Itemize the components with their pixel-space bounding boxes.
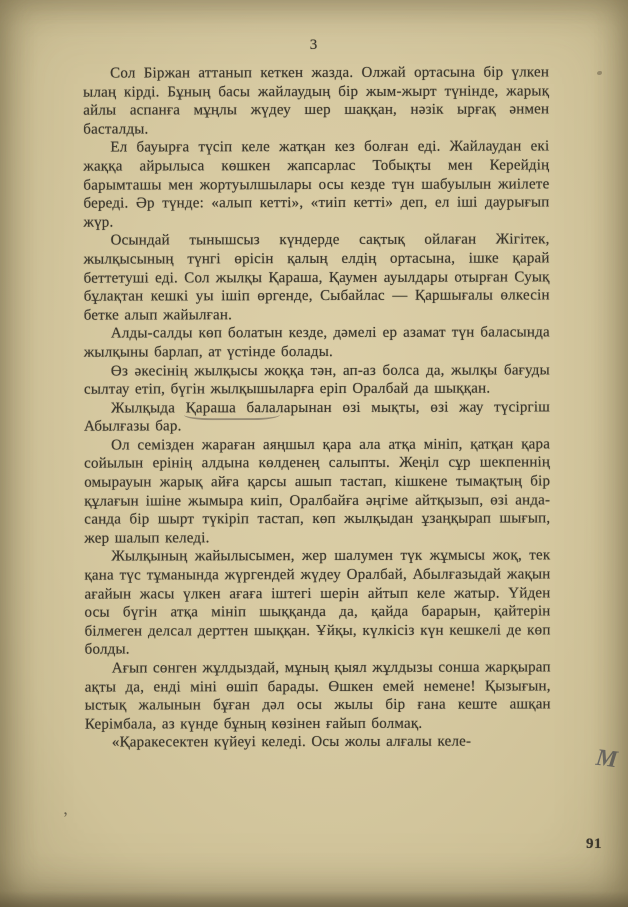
stray-pencil-mark: ,: [61, 798, 69, 819]
paragraph-with-annotation: [84, 398, 550, 436]
paragraph: Алды-салды көп болатын кезде, дәмелі ер азамат түн баласында жылқыны барлап, ат үстінде болады.: [83, 324, 550, 361]
paragraph-text: Жылқыда: [110, 400, 186, 417]
paragraph: Ел бауырға түсіп келе жатқан кез болған еді. Жайлаудан екі жаққа айрылыса көшкен жапсарлас Тобықты мен Керейдің барымташы мен жортуылшылары осы кезде түн шабуылын жиілете береді. Әр түнде: «алып кетті», «тиіп кетті» деп, ел іші даурығып жүр.: [83, 138, 550, 231]
paragraph: Сол Біржан аттанып кеткен жазда. Олжай ортасына бір үлкен ылаң кірді. Бұның басы жайлаудың бір жым-жырт түнінде, жарық айлы аспанға мұңлы жүдеу шер шаққан, нәзік ырғақ әнмен басталды.: [83, 64, 550, 138]
paragraph: Осындай тынышсыз күндерде сақтық ойлаған Жігітек, жылқысының түнгі өрісін қалың елдің ортасына, ішке қарай беттетуші еді. Сол жылқы Қараша, Қаумен ауылдары отырған Суық бұлақтан кешкі уы ішіп өргенде, Сыбайлас — Қаршығалы өлкесін бетке алып жайылған.: [83, 231, 550, 324]
paragraph: Жылқының жайылысымен, жер шалумен түк жұмысы жоқ, тек қана түс тұманында жүргендей жүдеу Оралбай, Абылғазыдай жақын ағайын жасы үлкен ағаға іштегі шерін айтып келе жатыр. Үйден осы бүгін атқа мініп шыққанда да, қайда барарын, қайтерін білмеген делсал дерттен шыққан. Ұйқы, күлкісіз күн кешкелі де көп болды.: [84, 547, 551, 659]
pencil-underlined-word: Қараша: [185, 399, 236, 417]
paragraph: Ол семізден жараған аяңшыл қара ала атқа мініп, қатқан қара сойылын ерінің алдына көлденең салыпты. Жеңіл сұр шекпеннің омырауын жарық айға қарсы ашып тастап, кішкене тымақтың бір құлағын ішіне жымыра киіп, Оралбайға әңгіме айтқызып, өзі анда-санда бір шырт түкіріп тастап, көп жылқыдан ұзаңқырап шығып, жер шалып келеді.: [84, 436, 551, 547]
handwritten-margin-mark: М: [594, 744, 619, 774]
body-text: [83, 63, 551, 752]
paragraph-text: балаларынан өзі мықты, өзі жау түсіргіш Абылғазы бар.: [84, 399, 551, 435]
ink-speck: [597, 71, 602, 75]
page-number-bottom: 91: [586, 836, 602, 852]
page-number-top: 3: [309, 37, 319, 53]
paragraph: Ағып сөнген жұлдыздай, мұның қыял жұлдызы сонша жарқырап ақты да, енді міні өшіп барады. Өшкен емей немене! Қызығын, ыстық жалынын бұған дәл осы жылы бір ғана кеште ашқан Керімбала, аз күнде бұның көзінен ғайып болмақ.: [84, 659, 551, 733]
paragraph: «Қаракесектен күйеуі келеді. Осы жолы алғалы келе-: [111, 733, 472, 751]
paragraph: Өз әкесінің жылқысы жоққа тән, ап-аз болса да, жылқы бағуды сылтау етіп, бүгін жылқышыларға еріп Оралбай да шыққан.: [83, 361, 550, 398]
